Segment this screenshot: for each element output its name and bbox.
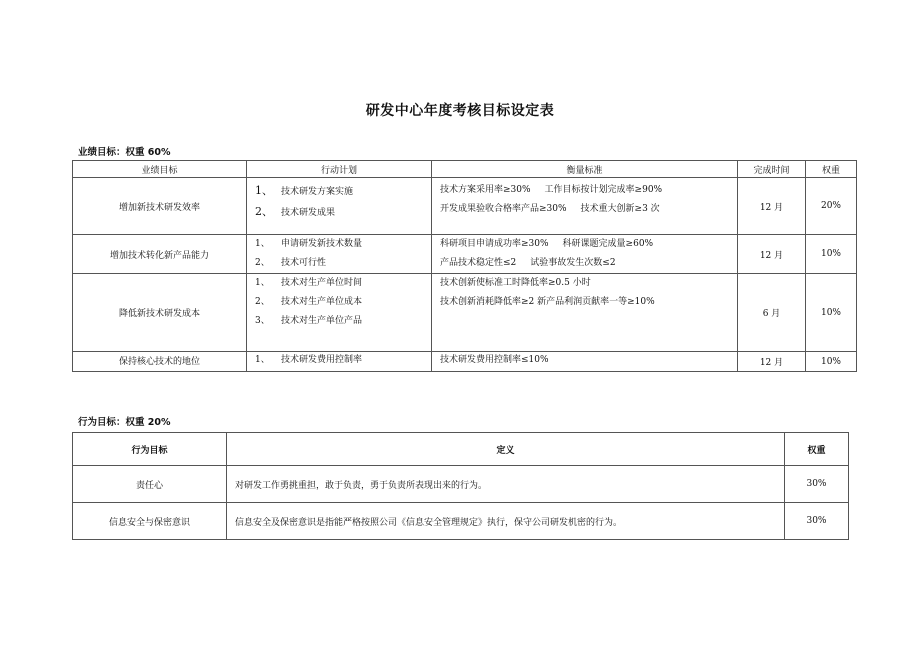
goal-cell: 增加新技术研发效率 bbox=[73, 178, 247, 235]
metric-line: 技术方案采用率≥30% 工作目标按计划完成率≥90% bbox=[440, 185, 663, 195]
goal-cell: 保持核心技术的地位 bbox=[73, 352, 247, 372]
time-cell: 12 月 bbox=[738, 178, 806, 235]
behavior-goal-cell: 信息安全与保密意识 bbox=[73, 503, 227, 540]
performance-section-label: 业绩目标：权重 60% bbox=[78, 147, 171, 158]
header-goal: 业绩目标 bbox=[73, 161, 247, 178]
header-behavior-weight: 权重 bbox=[785, 433, 849, 466]
page-title: 研发中心年度考核目标设定表 bbox=[365, 103, 555, 119]
header-weight: 权重 bbox=[806, 161, 857, 178]
behavior-weight-cell: 30% bbox=[785, 503, 849, 540]
weight-cell: 10% bbox=[806, 352, 857, 372]
table-row bbox=[73, 235, 857, 274]
time-cell: 12 月 bbox=[738, 235, 806, 274]
metric-line: 科研项目申请成功率≥30% 科研课题完成量≥60% bbox=[440, 239, 654, 249]
weight-cell: 10% bbox=[806, 274, 857, 352]
plan-item: 1、 技术研发费用控制率 bbox=[255, 355, 363, 365]
metric-cell bbox=[432, 178, 738, 235]
behavior-section-label: 行为目标：权重 20% bbox=[78, 417, 171, 428]
header-metric: 衡量标准 bbox=[432, 161, 738, 178]
metric-line: 产品技术稳定性≤2 试验事故发生次数≤2 bbox=[440, 258, 616, 268]
plan-item: 1、 技术研发方案实施 bbox=[255, 184, 354, 197]
performance-table bbox=[72, 160, 857, 372]
behavior-table bbox=[72, 432, 849, 540]
behavior-header-row bbox=[73, 433, 849, 466]
plan-cell bbox=[247, 352, 432, 372]
time-cell: 6 月 bbox=[738, 274, 806, 352]
plan-item: 2、 技术对生产单位成本 bbox=[255, 297, 363, 307]
table-row bbox=[73, 274, 857, 352]
header-plan: 行动计划 bbox=[247, 161, 432, 178]
plan-cell bbox=[247, 178, 432, 235]
goal-cell: 增加技术转化新产品能力 bbox=[73, 235, 247, 274]
definition-cell: 信息安全及保密意识是指能严格按照公司《信息安全管理规定》执行，保守公司研发机密的行为。 bbox=[227, 503, 785, 540]
plan-item: 2、 技术可行性 bbox=[255, 258, 327, 268]
metric-line: 技术创新使标准工时降低率≥0.5 小时 bbox=[440, 278, 591, 288]
behavior-goal-cell: 责任心 bbox=[73, 466, 227, 503]
plan-cell bbox=[247, 235, 432, 274]
metric-line: 技术研发费用控制率≤10% bbox=[440, 355, 549, 365]
header-definition: 定义 bbox=[227, 433, 785, 466]
table-row bbox=[73, 178, 857, 235]
table-row bbox=[73, 503, 849, 540]
definition-cell: 对研发工作勇挑重担，敢于负责，勇于负责所表现出来的行为。 bbox=[227, 466, 785, 503]
plan-item: 1、 申请研发新技术数量 bbox=[255, 239, 363, 249]
weight-cell: 10% bbox=[806, 235, 857, 274]
header-behavior-goal: 行为目标 bbox=[73, 433, 227, 466]
table-row bbox=[73, 352, 857, 372]
plan-item: 3、 技术对生产单位产品 bbox=[255, 316, 363, 326]
behavior-weight-cell: 30% bbox=[785, 466, 849, 503]
plan-item: 2、 技术研发成果 bbox=[255, 205, 336, 218]
metric-line: 技术创新消耗降低率≥2 新产品利润贡献率一等≥10% bbox=[440, 297, 655, 307]
plan-item: 1、 技术对生产单位时间 bbox=[255, 278, 363, 288]
metric-cell bbox=[432, 352, 738, 372]
table-row bbox=[73, 466, 849, 503]
header-time: 完成时间 bbox=[738, 161, 806, 178]
metric-cell bbox=[432, 274, 738, 352]
weight-cell: 20% bbox=[806, 178, 857, 235]
metric-cell bbox=[432, 235, 738, 274]
time-cell: 12 月 bbox=[738, 352, 806, 372]
plan-cell bbox=[247, 274, 432, 352]
performance-header-row bbox=[73, 161, 857, 178]
goal-cell: 降低新技术研发成本 bbox=[73, 274, 247, 352]
metric-line: 开发成果验收合格率产品≥30% 技术重大创新≥3 次 bbox=[440, 204, 660, 214]
